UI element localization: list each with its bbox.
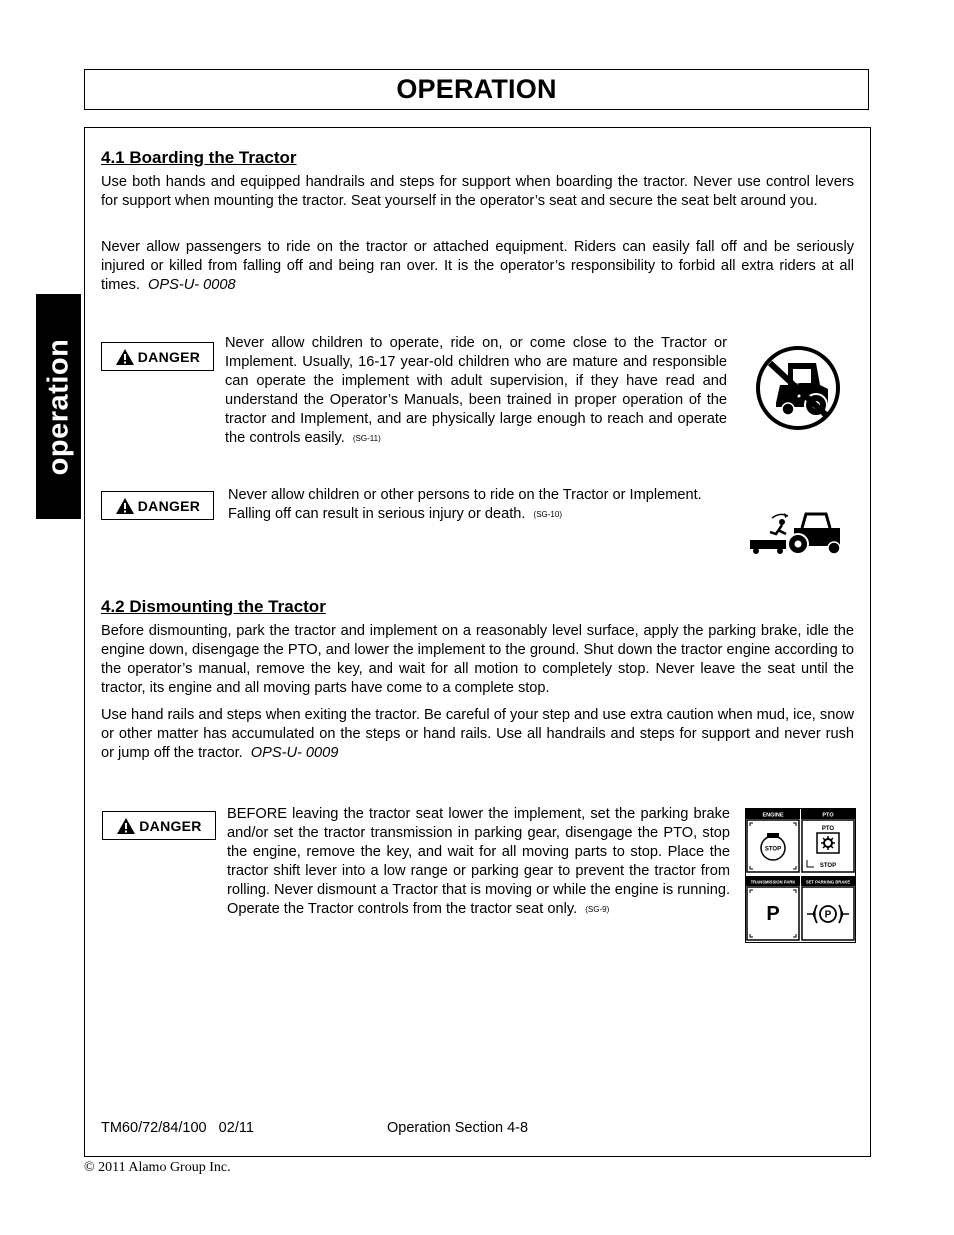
dismounting-paragraph-2 bbox=[101, 706, 854, 763]
warning-triangle-icon bbox=[116, 817, 136, 835]
danger-1-code: (SG-11) bbox=[352, 434, 381, 443]
danger-label-3 bbox=[102, 811, 216, 840]
footer-model: TM60/72/84/100 02/11 bbox=[101, 1120, 254, 1136]
parking-brake-label: SET PARKING BRAKE bbox=[805, 879, 851, 885]
danger-3-code: (SG-9) bbox=[585, 905, 610, 914]
boarding-paragraph-2 bbox=[101, 238, 854, 295]
dismounting-paragraph-2-text: Use hand rails and steps when exiting the tractor. Be careful of your step and use extra caution when mud, ice, snow or other matter has accumulated on the steps or hand rails. Use all handrails and steps for support and never rush or jump off the tractor. bbox=[101, 707, 854, 761]
transmission-park-label: TRANSMISSION PARK bbox=[750, 879, 796, 885]
danger-word: DANGER bbox=[137, 348, 201, 365]
dismounting-reference-code: OPS-U- 0009 bbox=[250, 745, 339, 761]
danger-2-message: Never allow children or other persons to ride on the Tractor or Implement. Falling off can result in serious injury or death. bbox=[228, 487, 702, 522]
pto-inner-label: PTO bbox=[821, 826, 835, 832]
danger-label-2 bbox=[101, 491, 214, 520]
section-title-dismounting: 4.2 Dismounting the Tractor bbox=[101, 597, 326, 616]
page-title: OPERATION bbox=[396, 74, 557, 104]
boarding-paragraph-2-text: Never allow passengers to ride on the tractor or attached equipment. Riders can easily fall off and be seriously injured or killed from falling off and being ran over. It is the operator’s responsibility to forbid all extra riders at all times. bbox=[101, 239, 854, 293]
danger-2-text bbox=[228, 486, 733, 524]
no-children-on-tractor-icon bbox=[754, 345, 844, 433]
brake-letter: P bbox=[824, 909, 832, 921]
danger-2-code: (SG-10) bbox=[533, 510, 562, 519]
warning-triangle-icon bbox=[115, 348, 135, 366]
side-tab-label: operation bbox=[42, 338, 74, 475]
danger-label-1 bbox=[101, 342, 214, 371]
section-title-boarding: 4.1 Boarding the Tractor bbox=[101, 148, 297, 167]
danger-3-message: BEFORE leaving the tractor seat lower the implement, set the parking brake and/or set the tractor transmission in parking gear, disengage the PTO, stop the engine, remove the key, and wait for all moving parts to stop. Place the tractor shift lever into a low range or parking gear to prevent the tractor from rolling. Never dismount a Tractor that is moving or while the engine is running. Operate the Tractor controls from the tractor seat only. bbox=[227, 806, 730, 917]
page-header bbox=[84, 69, 869, 110]
rider-falling-icon bbox=[746, 510, 846, 556]
tractor-controls-shutdown-icon bbox=[745, 808, 856, 943]
copyright: © 2011 Alamo Group Inc. bbox=[84, 1160, 231, 1175]
danger-1-text bbox=[225, 334, 727, 448]
pto-stop-label: STOP bbox=[819, 863, 837, 869]
engine-stop-label: STOP bbox=[764, 846, 782, 853]
engine-label: ENGINE bbox=[762, 812, 784, 819]
warning-triangle-icon bbox=[115, 497, 135, 515]
park-letter: P bbox=[766, 903, 780, 925]
danger-1-message: Never allow children to operate, ride on, or come close to the Tractor or Implement. Usually, 16-17 year-old children who are mature and responsible can operate the implement with adult supervision, if they have read and understand the Operator’s Manuals, been trained in proper operation of the tractor and Implement, and are physically large enough to reach and operate the controls easily. bbox=[225, 335, 727, 446]
section-side-tab bbox=[36, 294, 81, 519]
boarding-reference-code: OPS-U- 0008 bbox=[148, 277, 236, 293]
pto-label: PTO bbox=[822, 812, 834, 819]
boarding-paragraph-1: Use both hands and equipped handrails and steps for support when boarding the tractor. Never use control levers for support when mounting the tractor. Seat yourself in the operator’s seat and secure the seat belt around you. bbox=[101, 174, 854, 209]
dismounting-paragraph-1: Before dismounting, park the tractor and implement on a reasonably level surface, apply the parking brake, idle the engine down, disengage the PTO, and lower the implement to the ground. Shut down the tractor engine according to the operator’s manual, remove the key, and wait for all motion to completely stop. Never leave the seat until the tractor, its engine and all moving parts have come to a complete stop. bbox=[101, 623, 854, 696]
danger-word: DANGER bbox=[139, 817, 202, 834]
danger-3-text bbox=[227, 805, 730, 919]
footer-section: Operation Section 4-8 bbox=[387, 1120, 529, 1136]
danger-word: DANGER bbox=[137, 497, 201, 514]
